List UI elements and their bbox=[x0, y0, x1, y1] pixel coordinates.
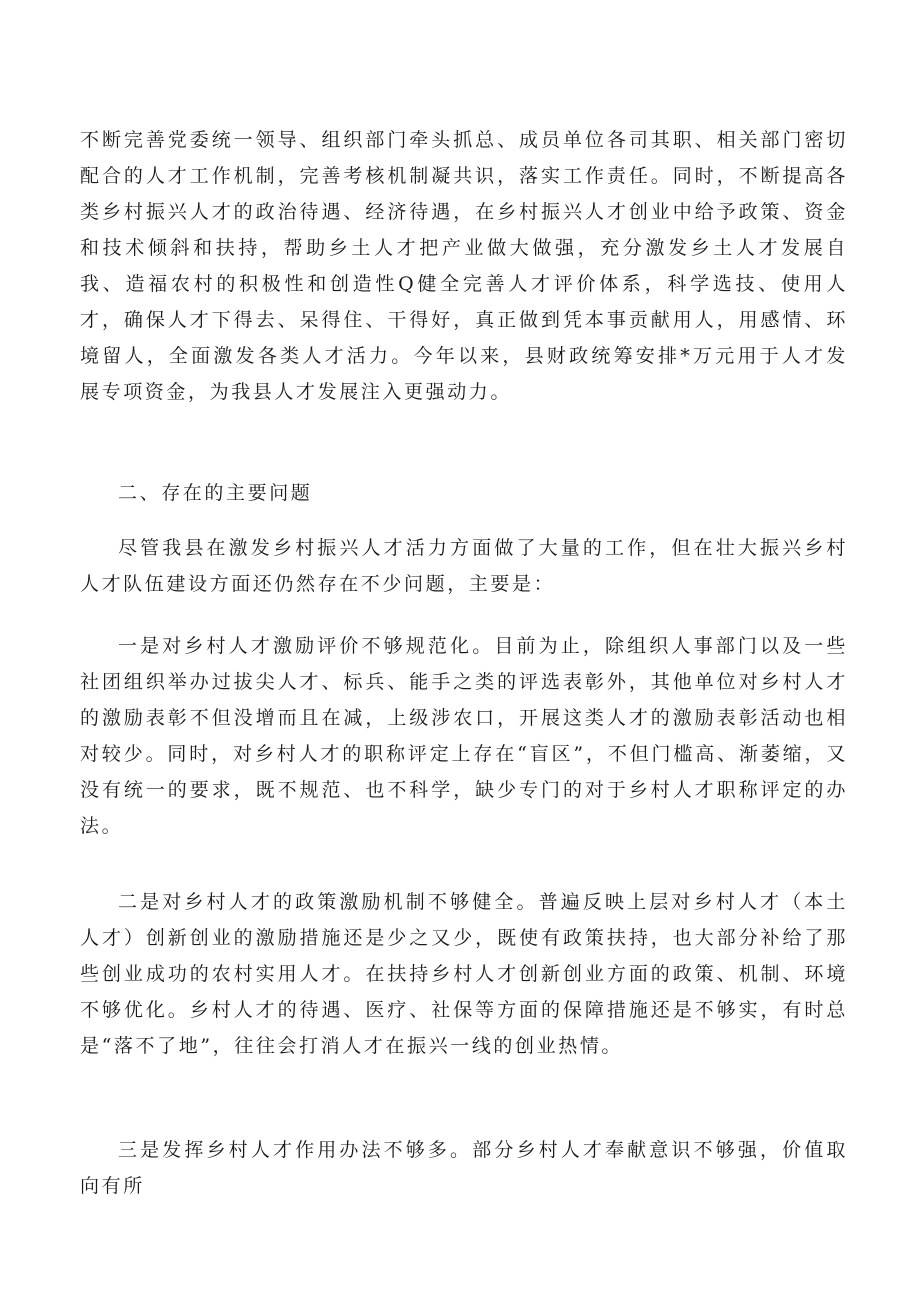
paragraph-work-mechanism: 不断完善党委统一领导、组织部门牵头抓总、成员单位各司其职、相关部门密切配合的人才工作机制，完善考核机制凝共识，落实工作责任。同时，不断提高各类乡村振兴人才的政治待遇、经济待遇，在乡村振兴人才创业中给予政策、资金和技术倾斜和扶持，帮助乡土人才把产业做大做强，充分激发乡土人才发展自我、造福农村的积极性和创造性Q健全完善人才评价体系，科学选技、使用人才，确保人才下得去、呆得住、干得好，真正做到凭本事贡献用人，用感情、环境留人，全面激发各类人才活力。今年以来，县财政统筹安排*万元用于人才发展专项资金，为我县人才发展注入更强动力。 bbox=[80, 129, 848, 403]
paragraph-problem-one: 一是对乡村人才激励评价不够规范化。目前为止，除组织人事部门以及一些社团组织举办过拔尖人才、标兵、能手之类的评选表彰外，其他单位对乡村人才的激励表彰不但没增而且在减，上级涉农口，开展这类人才的激励表彰活动也相对较少。同时，对乡村人才的职称评定上存在“盲区”，不但门槛高、渐萎缩，又没有统一的要求，既不规范、也不科学，缺少专门的对于乡村人才职称评定的办法。 bbox=[80, 635, 848, 837]
section-heading-main-problems: 二、存在的主要问题 bbox=[118, 482, 313, 504]
paragraph-problems-intro: 尽管我县在激发乡村振兴人才活力方面做了大量的工作，但在壮大振兴乡村人才队伍建设方面还仍然存在不少问题，主要是： bbox=[80, 537, 848, 595]
paragraph-problem-two: 二是对乡村人才的政策激励机制不够健全。普遍反映上层对乡村人才（本土人才）创新创业的激励措施还是少之又少，既使有政策扶持，也大部分补给了那些创业成功的农村实用人才。在扶持乡村人才创新创业方面的政策、机制、环境不够优化。乡村人才的待遇、医疗、社保等方面的保障措施还是不够实，有时总是“落不了地”，往往会打消人才在振兴一线的创业热情。 bbox=[80, 891, 848, 1057]
paragraph-problem-three: 三是发挥乡村人才作用办法不够多。部分乡村人才奉献意识不够强，价值取向有所 bbox=[80, 1139, 848, 1197]
